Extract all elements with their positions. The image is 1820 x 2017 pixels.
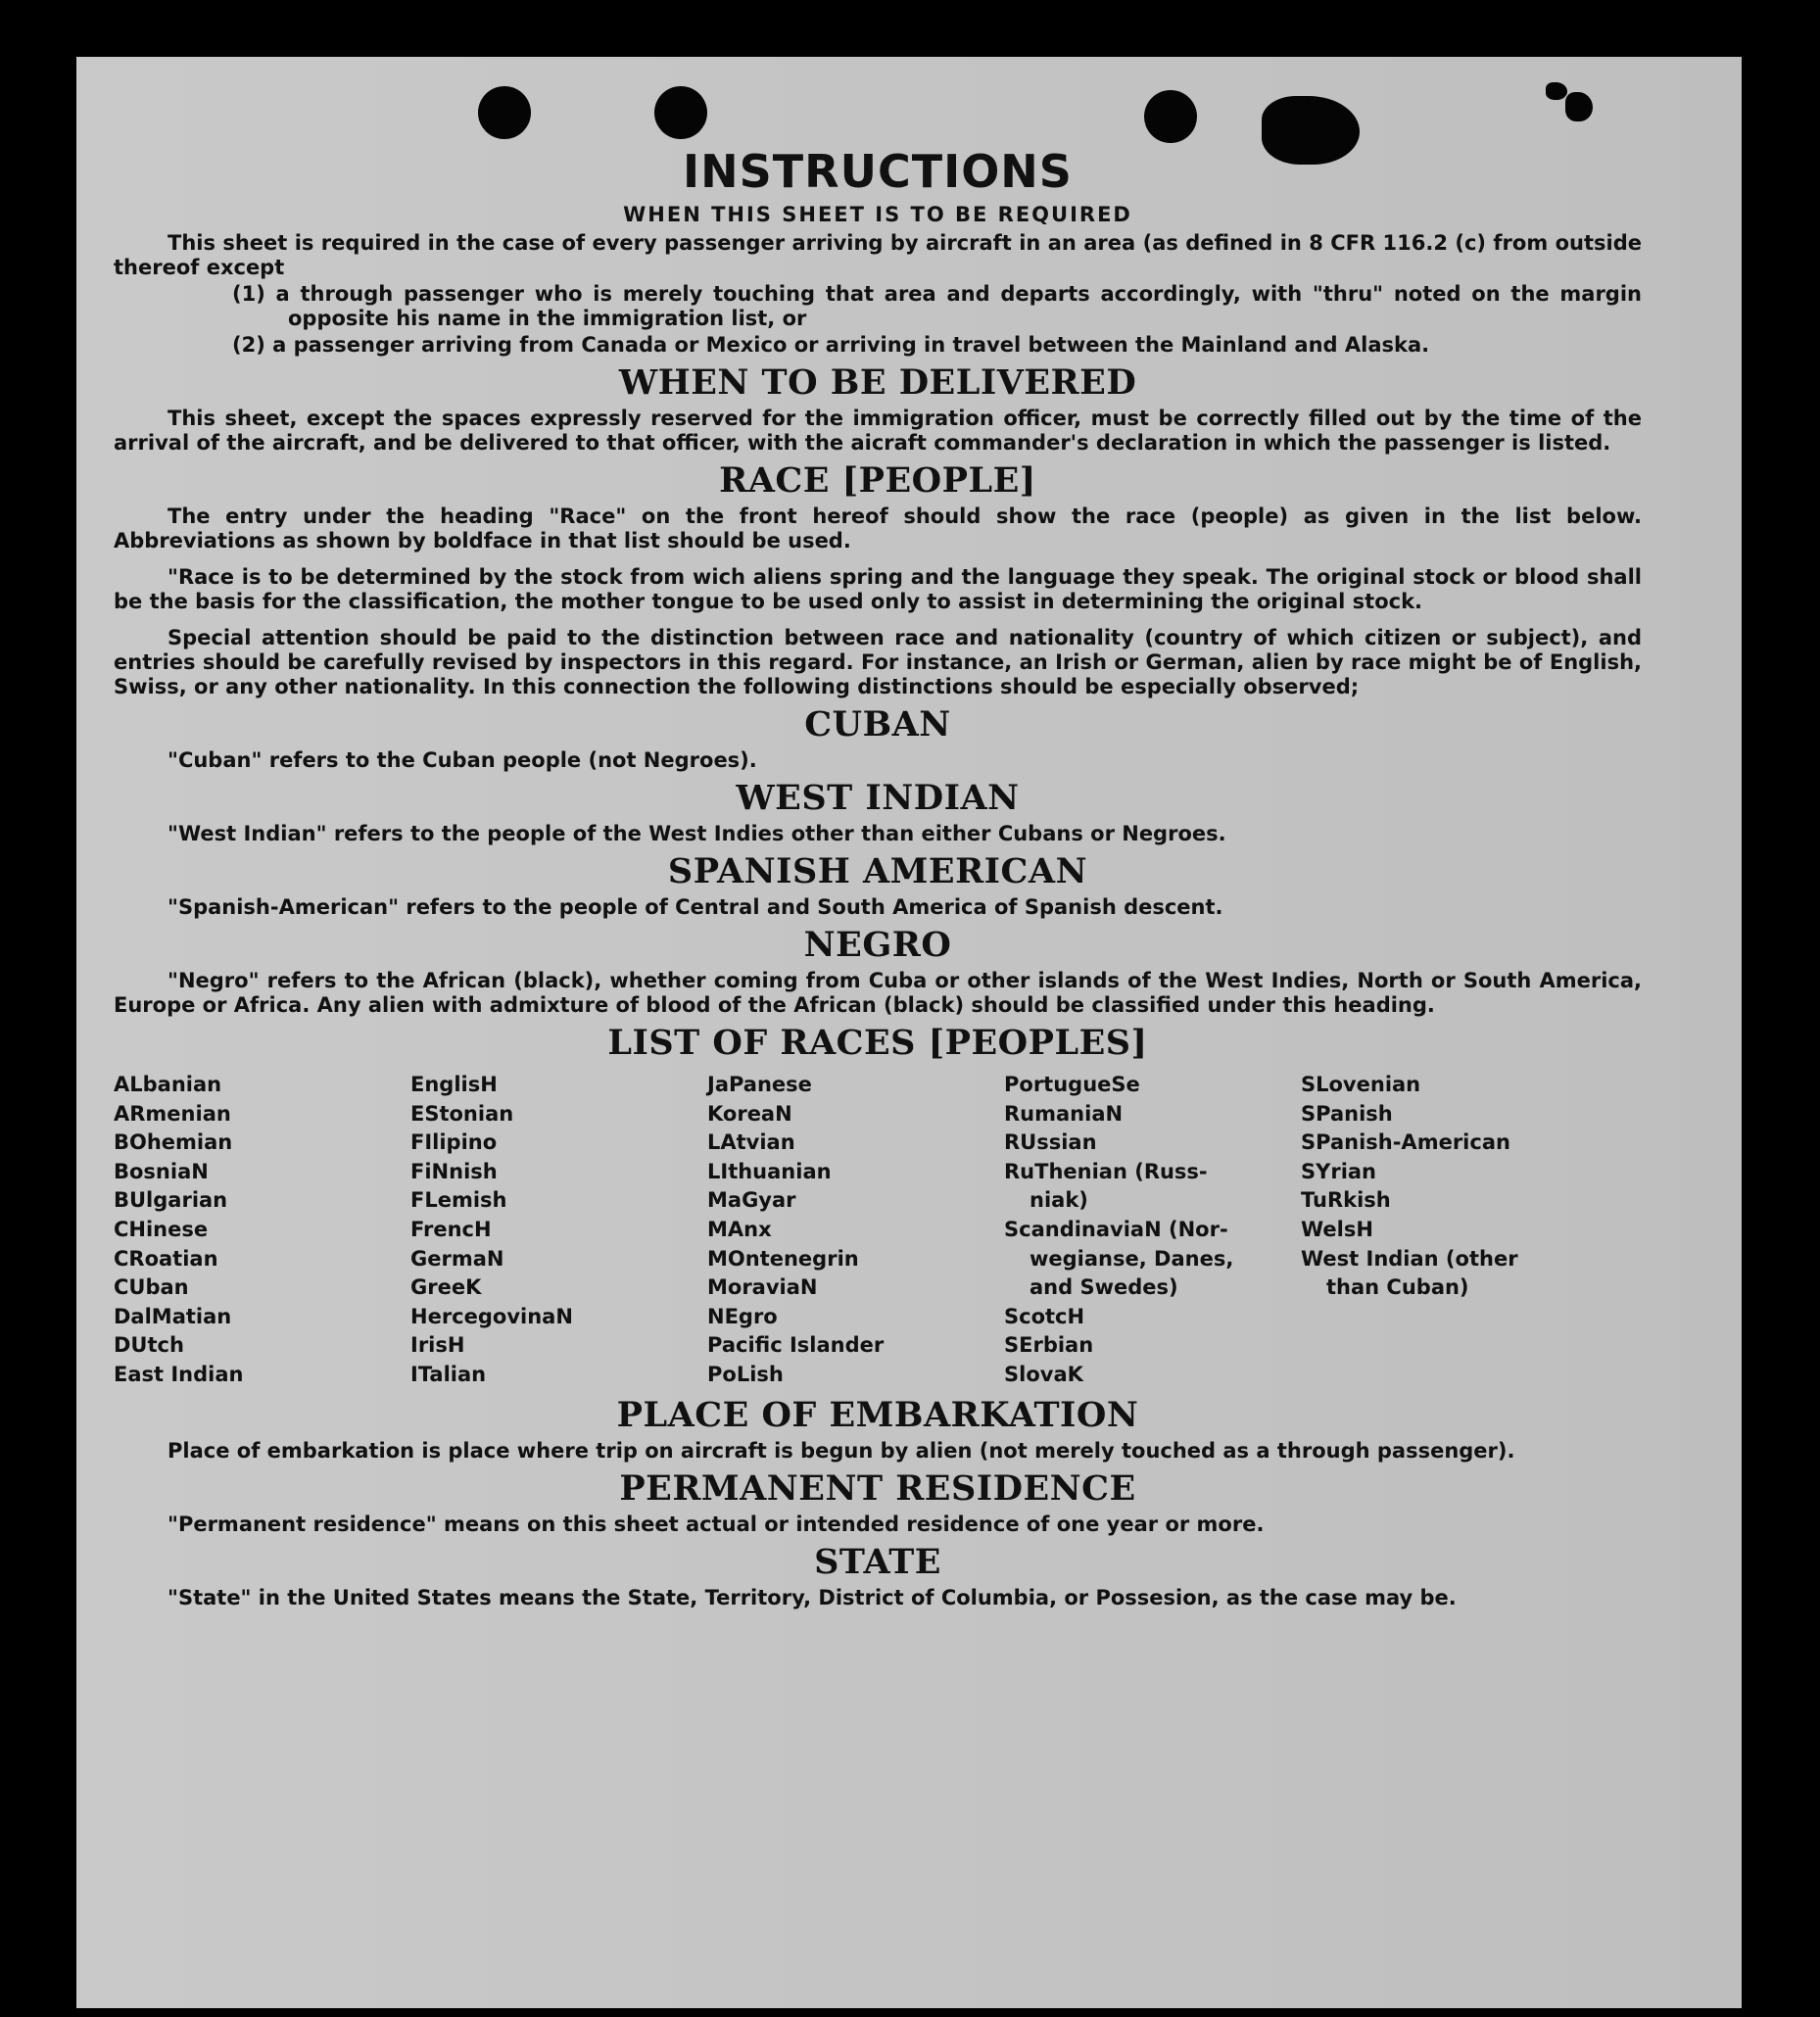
exception-item: (1) a through passenger who is merely touching that area and departs accordingly, with "thru" noted on the margin opposite his name in the immigration list, or: [232, 282, 1642, 330]
race-item: MOntenegrin: [707, 1246, 859, 1271]
instructions-content: [114, 145, 1642, 1987]
west-indian-text: "West Indian" refers to the people of the West Indies other than either Cubans or Negroes.: [168, 822, 1226, 845]
race-column: [410, 1071, 707, 1390]
race-item: RUssian: [1004, 1130, 1097, 1155]
race-list: [114, 1071, 1642, 1390]
race-item: FrencH: [410, 1217, 492, 1241]
race-item: JaPanese: [707, 1073, 812, 1096]
race-item: SLovenian: [1301, 1073, 1421, 1096]
race-item: EnglisH: [410, 1073, 498, 1096]
race-item: and Swedes): [1030, 1275, 1178, 1300]
section-heading-delivered: WHEN TO BE DELIVERED: [618, 362, 1137, 403]
negro-text: "Negro" refers to the African (black), whether coming from Cuba or other islands of the West Indies, North or South America, Europe or Africa. Any alien with admixture of blood of the African (black) should be classified under this heading.: [114, 969, 1642, 1017]
race-item: SPanish: [1301, 1101, 1393, 1126]
race-item: niak): [1030, 1188, 1088, 1213]
punch-hole: [478, 86, 531, 139]
race-item: RumaniaN: [1004, 1101, 1124, 1126]
race-item: GermaN: [410, 1246, 504, 1271]
race-item: BOhemian: [114, 1130, 233, 1155]
race-item: ARmenian: [114, 1101, 231, 1126]
race-item: MoraviaN: [707, 1275, 818, 1300]
page-title: INSTRUCTIONS: [683, 145, 1073, 198]
race-column: [1301, 1071, 1598, 1390]
race-item: MAnx: [707, 1217, 772, 1241]
race-item: DUtch: [114, 1333, 184, 1358]
race-item: HercegovinaN: [410, 1304, 573, 1328]
section-heading-negro: NEGRO: [803, 925, 952, 965]
race-column: [707, 1071, 1004, 1390]
delivered-text: This sheet, except the spaces expressly reserved for the immigration officer, must be correctly filled out by the time of the arrival of the aircraft, and be delivered to that officer, with the aicraft commander's declaration in which the passenger is listed.: [114, 407, 1642, 455]
race-paragraph: "Race is to be determined by the stock from wich aliens spring and the language they speak. The original stock or blood shall be the basis for the classification, the mother tongue to be used only to assist in determining the original stock.: [114, 565, 1642, 613]
race-item: TuRkish: [1301, 1188, 1391, 1213]
race-item: FLemish: [410, 1188, 507, 1213]
race-item: FiNnish: [410, 1159, 498, 1183]
punch-hole: [654, 86, 707, 139]
section-heading-state: STATE: [814, 1541, 941, 1582]
race-item: than Cuban): [1326, 1275, 1469, 1300]
section-heading-spanish-american: SPANISH AMERICAN: [667, 851, 1088, 891]
race-item: FIlipino: [410, 1130, 498, 1155]
race-item: LIthuanian: [707, 1159, 832, 1183]
embarkation-text: Place of embarkation is place where trip on aircraft is begun by alien (not merely touched as a through passenger).: [168, 1438, 1515, 1463]
ink-blot: [1565, 92, 1593, 121]
race-item: ScandinaviaN (Nor-: [1004, 1217, 1228, 1241]
race-item: BUlgarian: [114, 1188, 228, 1213]
race-item: WelsH: [1301, 1217, 1373, 1241]
section-heading-residence: PERMANENT RESIDENCE: [619, 1467, 1136, 1509]
race-item: KoreaN: [707, 1101, 792, 1126]
race-item: SYrian: [1301, 1159, 1377, 1183]
race-item: LAtvian: [707, 1130, 795, 1155]
race-item: SPanish-American: [1301, 1130, 1510, 1155]
race-item: PortugueSe: [1004, 1073, 1140, 1096]
page-subtitle: WHEN THIS SHEET IS TO BE REQUIRED: [623, 203, 1132, 226]
document-sheet: [76, 57, 1742, 2008]
race-item: NEgro: [707, 1304, 778, 1328]
section-heading-race: RACE [PEOPLE]: [719, 460, 1036, 501]
race-item: Pacific Islander: [707, 1333, 885, 1358]
section-heading-cuban: CUBAN: [804, 704, 951, 744]
race-item: ALbanian: [114, 1073, 222, 1096]
race-paragraph: Special attention should be paid to the distinction between race and nationality (country of which citizen or subject), and entries should be carefully revised by inspectors in this regard. For instance, an Irish or German, alien by race might be of English, Swiss, or any other nationality. In this connection the following distinctions should be especially observed;: [114, 626, 1642, 698]
race-paragraph: The entry under the heading "Race" on the front hereof should show the race (people) as given in the list below. Abbreviations as shown by boldface in that list should be used.: [114, 504, 1642, 552]
punch-hole: [1144, 90, 1197, 143]
state-text: "State" in the United States means the State, Territory, District of Columbia, or Possesion, as the case may be.: [168, 1585, 1457, 1609]
race-column: [114, 1071, 410, 1390]
race-item: DalMatian: [114, 1304, 232, 1328]
section-heading-west-indian: WEST INDIAN: [736, 778, 1020, 818]
exception-item: (2) a passenger arriving from Canada or Mexico or arriving in travel between the Mainland and Alaska.: [232, 333, 1430, 357]
cuban-text: "Cuban" refers to the Cuban people (not Negroes).: [168, 748, 757, 772]
race-item: ScotcH: [1004, 1304, 1085, 1328]
race-item: PoLish: [707, 1362, 784, 1386]
race-item: IrisH: [410, 1333, 465, 1358]
race-item: East Indian: [114, 1362, 244, 1386]
intro-text: This sheet is required in the case of every passenger arriving by aircraft in an area (as defined in 8 CFR 116.2 (c) from outside thereof except: [114, 231, 1642, 279]
spanish-american-text: "Spanish-American" refers to the people of Central and South America of Spanish descent.: [168, 895, 1223, 919]
race-item: SErbian: [1004, 1333, 1094, 1358]
section-heading-embarkation: PLACE OF EMBARKATION: [616, 1394, 1139, 1435]
ink-blot: [1546, 82, 1567, 100]
race-item: CRoatian: [114, 1246, 218, 1271]
race-item: SlovaK: [1004, 1362, 1083, 1386]
race-item: BosniaN: [114, 1159, 209, 1183]
residence-text: "Permanent residence" means on this sheet actual or intended residence of one year or more.: [168, 1512, 1265, 1536]
section-heading-list-of-races: LIST OF RACES [PEOPLES]: [607, 1023, 1148, 1063]
race-item: RuThenian (Russ-: [1004, 1159, 1208, 1183]
race-item: EStonian: [410, 1101, 514, 1126]
race-item: CHinese: [114, 1217, 209, 1241]
race-item: wegianse, Danes,: [1030, 1246, 1234, 1271]
race-item: ITalian: [410, 1362, 487, 1386]
race-item: West Indian (other: [1301, 1246, 1518, 1271]
race-item: MaGyar: [707, 1188, 796, 1213]
race-column: [1004, 1071, 1301, 1390]
race-item: GreeK: [410, 1275, 482, 1300]
race-item: CUban: [114, 1275, 189, 1300]
